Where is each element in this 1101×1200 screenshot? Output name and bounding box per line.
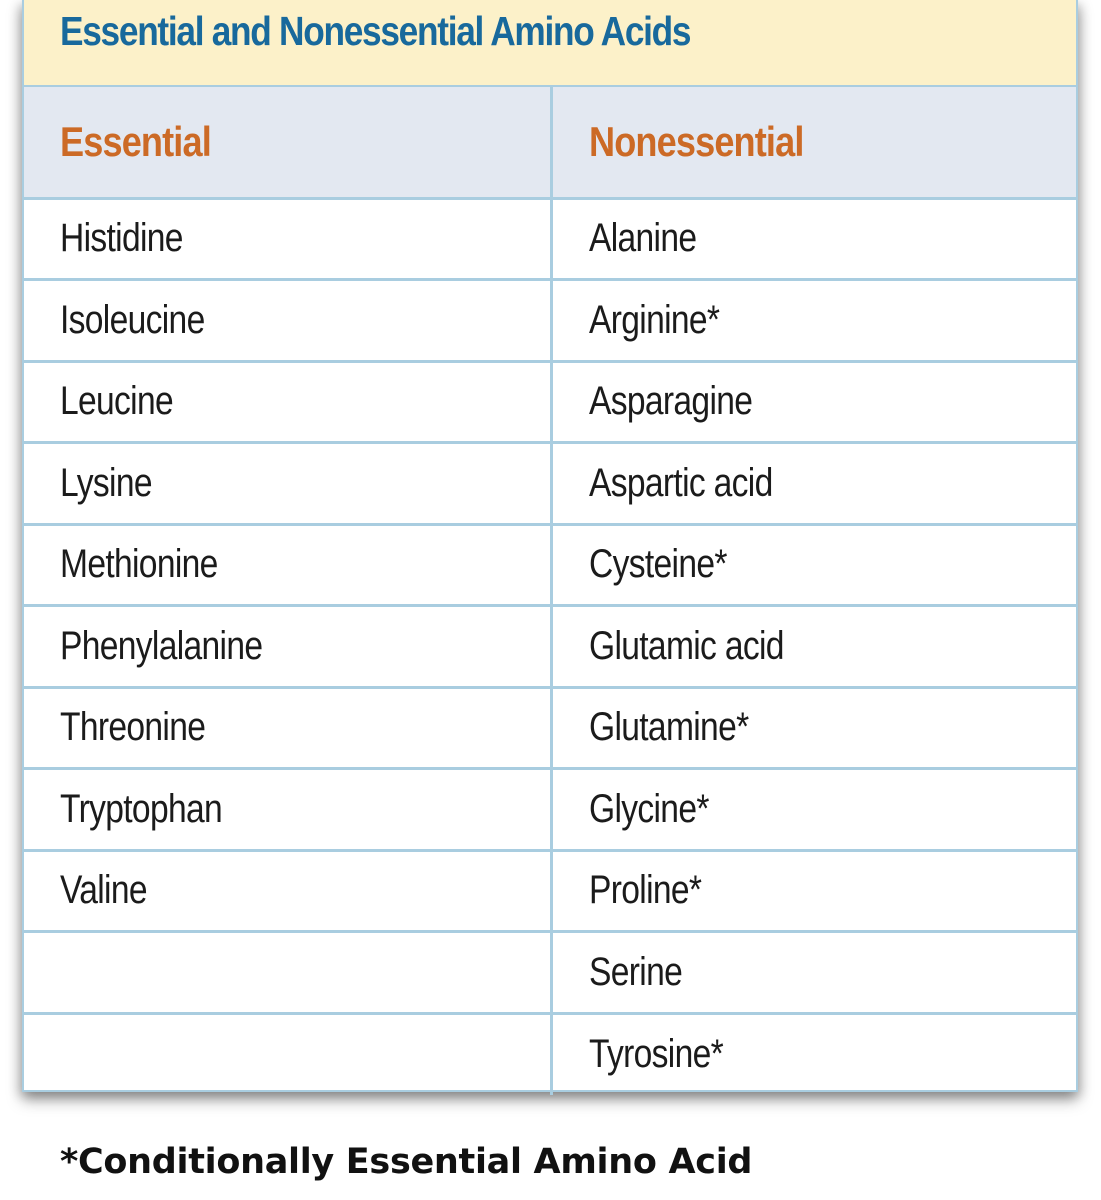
table-row [24, 606, 1076, 688]
nonessential-amino-acid: Arginine* [588, 297, 719, 342]
essential-header: Essential [60, 117, 211, 165]
essential-cell [24, 361, 551, 443]
nonessential-cell [551, 769, 1076, 851]
table-row [24, 443, 1076, 525]
table-row [24, 524, 1076, 606]
essential-cell [24, 443, 551, 525]
nonessential-header-cell [551, 87, 1076, 198]
essential-amino-acid: Methionine [60, 542, 218, 587]
essential-cell [24, 524, 551, 606]
nonessential-cell [551, 280, 1076, 362]
nonessential-amino-acid: Glycine* [588, 786, 709, 831]
essential-amino-acid: Lysine [60, 460, 152, 505]
essential-header-cell [24, 87, 551, 198]
nonessential-cell [551, 198, 1076, 280]
essential-cell [24, 850, 551, 932]
nonessential-amino-acid: Cysteine* [588, 542, 727, 587]
table-row [24, 932, 1076, 1014]
table-row [24, 769, 1076, 851]
essential-amino-acid: Threonine [60, 705, 206, 750]
header-row [24, 87, 1076, 198]
table-title: Essential and Nonessential Amino Acids [60, 8, 691, 54]
nonessential-header: Nonessential [588, 117, 804, 165]
table-row [24, 361, 1076, 443]
essential-cell [24, 606, 551, 688]
essential-amino-acid: Histidine [60, 216, 183, 261]
essential-amino-acid: Tryptophan [60, 786, 223, 831]
essential-cell [24, 1013, 551, 1095]
nonessential-amino-acid: Serine [588, 949, 682, 994]
title-bar [24, 0, 1076, 87]
nonessential-cell [551, 932, 1076, 1014]
table-row [24, 687, 1076, 769]
nonessential-amino-acid: Glutamic acid [588, 623, 784, 668]
essential-cell [24, 198, 551, 280]
nonessential-cell [551, 361, 1076, 443]
footnote: *Conditionally Essential Amino Acid [60, 1142, 753, 1182]
nonessential-cell [551, 606, 1076, 688]
nonessential-cell [551, 687, 1076, 769]
amino-acid-table-panel [22, 0, 1078, 1092]
nonessential-amino-acid: Aspartic acid [588, 460, 773, 505]
essential-amino-acid: Isoleucine [60, 297, 205, 342]
essential-amino-acid: Phenylalanine [60, 623, 263, 668]
essential-cell [24, 932, 551, 1014]
nonessential-amino-acid: Asparagine [588, 379, 752, 424]
table-row [24, 280, 1076, 362]
essential-amino-acid: Leucine [60, 379, 174, 424]
nonessential-amino-acid: Tyrosine* [588, 1032, 723, 1076]
table-row [24, 1013, 1076, 1095]
nonessential-cell [551, 524, 1076, 606]
nonessential-cell [551, 1013, 1076, 1095]
amino-acid-table [24, 87, 1076, 1095]
essential-cell [24, 687, 551, 769]
nonessential-cell [551, 850, 1076, 932]
nonessential-cell [551, 443, 1076, 525]
nonessential-amino-acid: Alanine [588, 216, 696, 261]
table-row [24, 198, 1076, 280]
essential-cell [24, 280, 551, 362]
essential-cell [24, 769, 551, 851]
nonessential-amino-acid: Proline* [588, 868, 701, 913]
table-row [24, 850, 1076, 932]
nonessential-amino-acid: Glutamine* [588, 705, 748, 750]
essential-amino-acid: Valine [60, 868, 147, 913]
